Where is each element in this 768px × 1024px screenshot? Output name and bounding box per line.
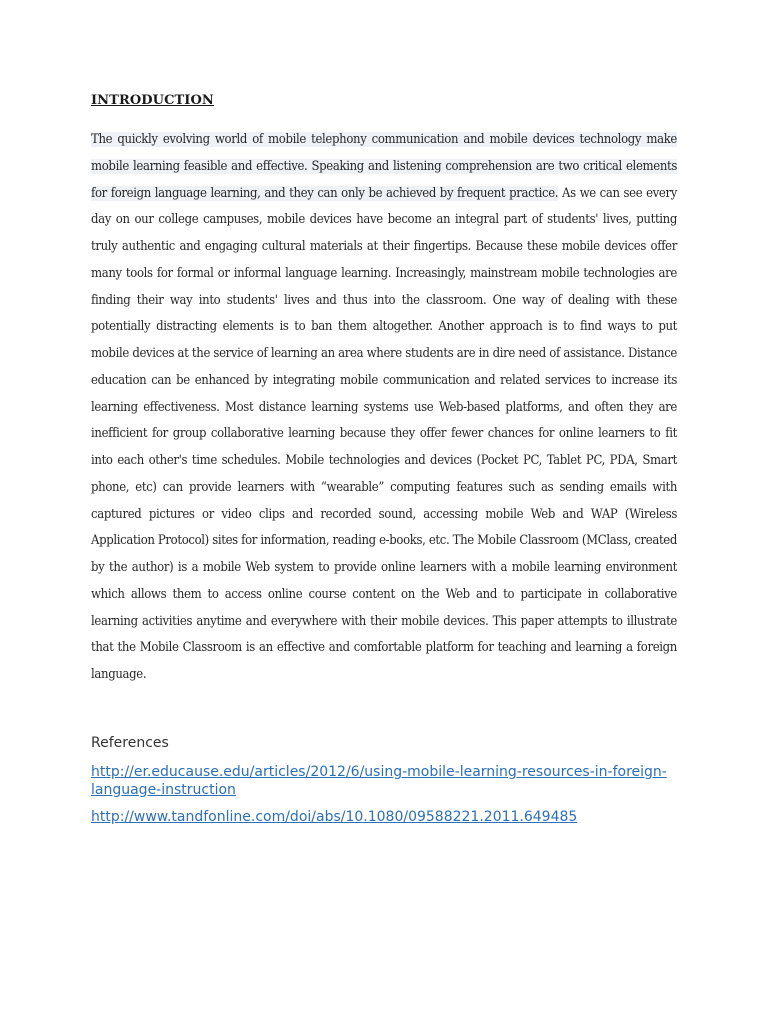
introduction-paragraph [91,127,677,689]
references-heading: References [91,735,169,751]
highlighted-text-selection: The quickly evolving world of mobile telephony communication and mobile devices technology make mobile learning feasible and effective. Speaking and listening comprehension are two critical elements for foreign language learning, and they can only be achieved by frequent practice. [91,132,677,201]
reference-link-educause[interactable]: http://er.educause.edu/articles/2012/6/using-mobile-learning-resources-in-foreign-language-instruction [91,764,667,798]
reference-link-tandfonline[interactable]: http://www.tandfonline.com/doi/abs/10.1080/09588221.2011.649485 [91,809,578,825]
section-heading-introduction: INTRODUCTION [91,93,214,108]
paragraph-text: As we can see every day on our college campuses, mobile devices have become an integral part of students' lives, putting truly authentic and engaging cultural materials at their fingertips. Because these mobile devices offer many tools for formal or informal language learning. Increasingly, mainstream mobile technologies are finding their way into students' lives and thus into the classroom. One way of dealing with these potentially distracting elements is to ban them altogether. Another approach is to find ways to put mobile devices at the service of learning an area where students are in dire need of assistance. Distance education can be enhanced by integrating mobile communication and related services to increase its learning effectiveness. Most distance learning systems use Web-based platforms, and often they are inefficient for group collaborative learning because they offer fewer chances for online learners to fit into each other's time schedules. Mobile technologies and devices (Pocket PC, Tablet PC, PDA, Smart phone, etc) can provide learners with “wearable” computing features such as sending emails with captured pictures or video clips and recorded sound, accessing mobile Web and WAP (Wireless Application Protocol) sites for information, reading e-books, etc. The Mobile Classroom (MClass, created by the author) is a mobile Web system to provide online learners with a mobile learning environment which allows them to access online course content on the Web and to participate in collaborative learning activities anytime and everywhere with their mobile devices. This paper attempts to illustrate that the Mobile Classroom is an effective and comfortable platform for teaching and learning a foreign language. [91,185,677,682]
